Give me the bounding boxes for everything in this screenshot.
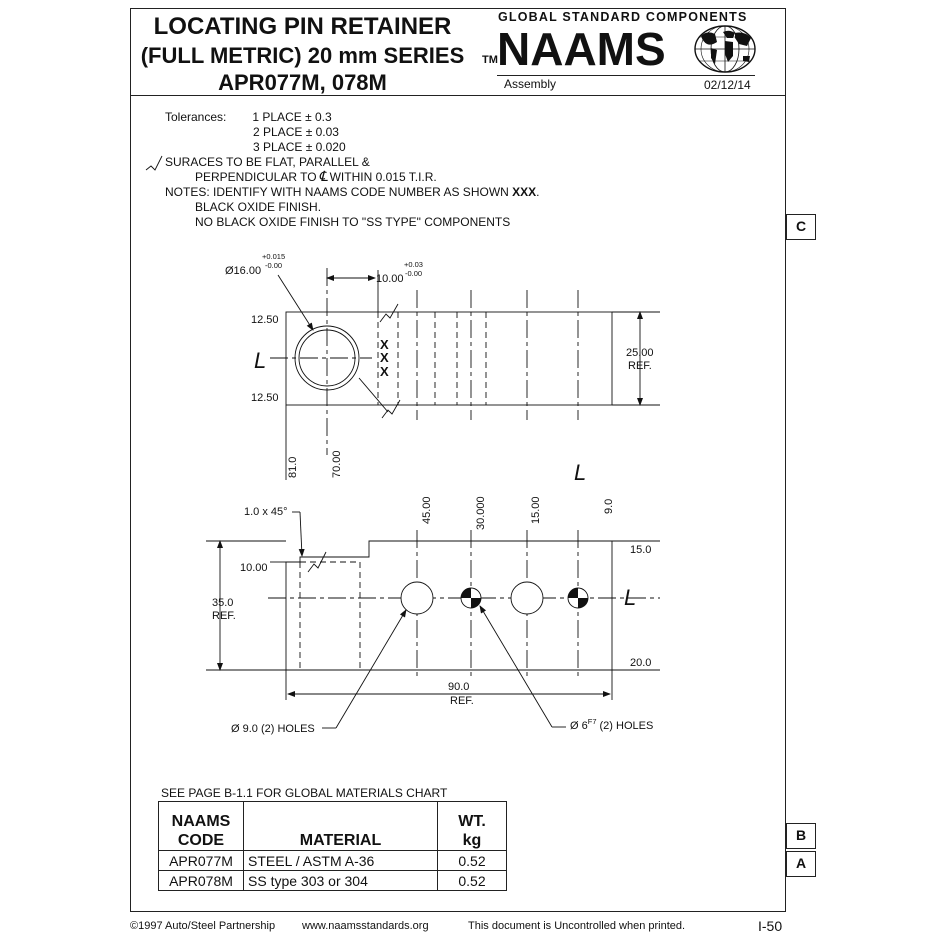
tolerance-3: 3 PLACE ± 0.020	[253, 140, 346, 154]
side-height-ref: REF.	[212, 610, 236, 622]
naams-logo: NAAMS	[497, 23, 666, 75]
notes-line: NOTES: IDENTIFY WITH NAAMS CODE NUMBER AS SHOWN	[165, 185, 509, 199]
section-tab-a[interactable]: A	[786, 851, 816, 877]
footer-website[interactable]: www.naamsstandards.org	[302, 920, 429, 932]
dim-30: 30.000	[475, 496, 487, 530]
tolerance-2: 2 PLACE ± 0.03	[253, 125, 339, 139]
top-height-dim: 25.00	[626, 347, 654, 359]
holes-6-label	[570, 717, 653, 732]
category-label: Assembly	[504, 77, 557, 91]
side-height-dim: 35.0	[212, 597, 234, 609]
dim-9: 9.0	[603, 498, 615, 514]
code-mark-1: X	[380, 337, 389, 352]
top-dim-upper: 12.50	[251, 314, 279, 326]
side-centerline-right-icon: L	[624, 585, 637, 610]
title-line-3: APR077M, 078M	[218, 70, 387, 95]
title-line-2: (FULL METRIC) 20 mm SERIES	[140, 43, 465, 68]
side-centerline-top-icon: L	[574, 460, 587, 485]
surface-note-1: SURACES TO BE FLAT, PARALLEL &	[165, 155, 370, 169]
row-material: STEEL / ASTM A-36	[244, 851, 438, 871]
code-mark-2: X	[380, 350, 389, 365]
side-view-body	[286, 541, 612, 670]
dim-45: 45.00	[421, 496, 433, 524]
row-weight: 0.52	[438, 871, 507, 891]
finish-note-2: NO BLACK OXIDE FINISH TO "SS TYPE" COMPONENTS	[195, 215, 511, 229]
holes-6-fit: F7	[587, 717, 597, 726]
notes-period: .	[536, 185, 540, 199]
materials-table	[158, 801, 507, 891]
bore-tol-minus: -0.00	[265, 261, 283, 270]
row-weight: 0.52	[438, 851, 507, 871]
centerline-icon: L	[254, 348, 267, 373]
row-code: APR078M	[159, 871, 244, 891]
dim-15: 15.00	[530, 496, 542, 524]
finish-note-1: BLACK OXIDE FINISH.	[195, 200, 322, 214]
width-tol-plus: +0.03	[404, 260, 423, 269]
dim-20: 20.0	[630, 657, 652, 669]
surface-note-2: PERPENDICULAR TO	[195, 170, 317, 184]
section-tab-b[interactable]: B	[786, 823, 816, 849]
col-header-code: NAAMS CODE	[159, 802, 244, 851]
chamfer-note: 1.0 x 45°	[244, 506, 288, 518]
holes-6-post: (2) HOLES	[599, 720, 654, 732]
footer-copyright: ©1997 Auto/Steel Partnership	[130, 920, 276, 932]
top-height-ref: REF.	[628, 360, 652, 372]
brand-tagline: GLOBAL STANDARD COMPONENTS	[498, 10, 748, 24]
surface-note-2-tail: WITHIN 0.015 T.I.R.	[329, 170, 437, 184]
section-tab-c[interactable]: C	[786, 214, 816, 240]
revision-date: 02/12/14	[704, 78, 751, 92]
dim-81: 81.0	[287, 456, 299, 478]
trademark-mark: TM	[482, 54, 498, 66]
tolerance-1: 1 PLACE ± 0.3	[252, 110, 332, 124]
footer-disclaimer: This document is Uncontrolled when printed.	[468, 920, 686, 932]
length-ref: REF.	[450, 695, 474, 707]
col-header-material: MATERIAL	[244, 802, 438, 851]
centerline-symbol-icon: ℄	[318, 170, 328, 185]
col-header-weight: WT. kg	[438, 802, 507, 851]
top-view-body	[286, 312, 612, 405]
top-dim-lower: 12.50	[251, 392, 279, 404]
table-row	[159, 851, 507, 871]
holes-6-pre: Ø 6	[570, 720, 588, 732]
bore-diameter-dim: Ø16.00	[225, 265, 262, 277]
bore-tol-plus: +0.015	[262, 252, 286, 261]
surface-finish-icon	[146, 156, 162, 170]
notes-code-mark: XXX	[512, 185, 537, 199]
title-line-1: LOCATING PIN RETAINER	[153, 13, 452, 40]
holes-9-label: Ø 9.0 (2) HOLES	[231, 723, 315, 735]
materials-note: SEE PAGE B-1.1 FOR GLOBAL MATERIALS CHART	[161, 786, 448, 800]
width-tol-minus: -0.00	[405, 269, 423, 278]
dim-10: 10.00	[240, 562, 268, 574]
width-dim: 10.00	[376, 273, 404, 285]
code-mark-3: X	[380, 364, 389, 379]
hole-9mm-1	[401, 582, 433, 614]
dim-70: 70.00	[331, 450, 343, 478]
tolerances-label: Tolerances:	[165, 110, 227, 124]
dim-15-right: 15.0	[630, 544, 652, 556]
hole-9mm-2	[511, 582, 543, 614]
table-row	[159, 871, 507, 891]
page-number: I-50	[758, 918, 783, 934]
row-material: SS type 303 or 304	[244, 871, 438, 891]
row-code: APR077M	[159, 851, 244, 871]
length-dim: 90.0	[448, 681, 470, 693]
